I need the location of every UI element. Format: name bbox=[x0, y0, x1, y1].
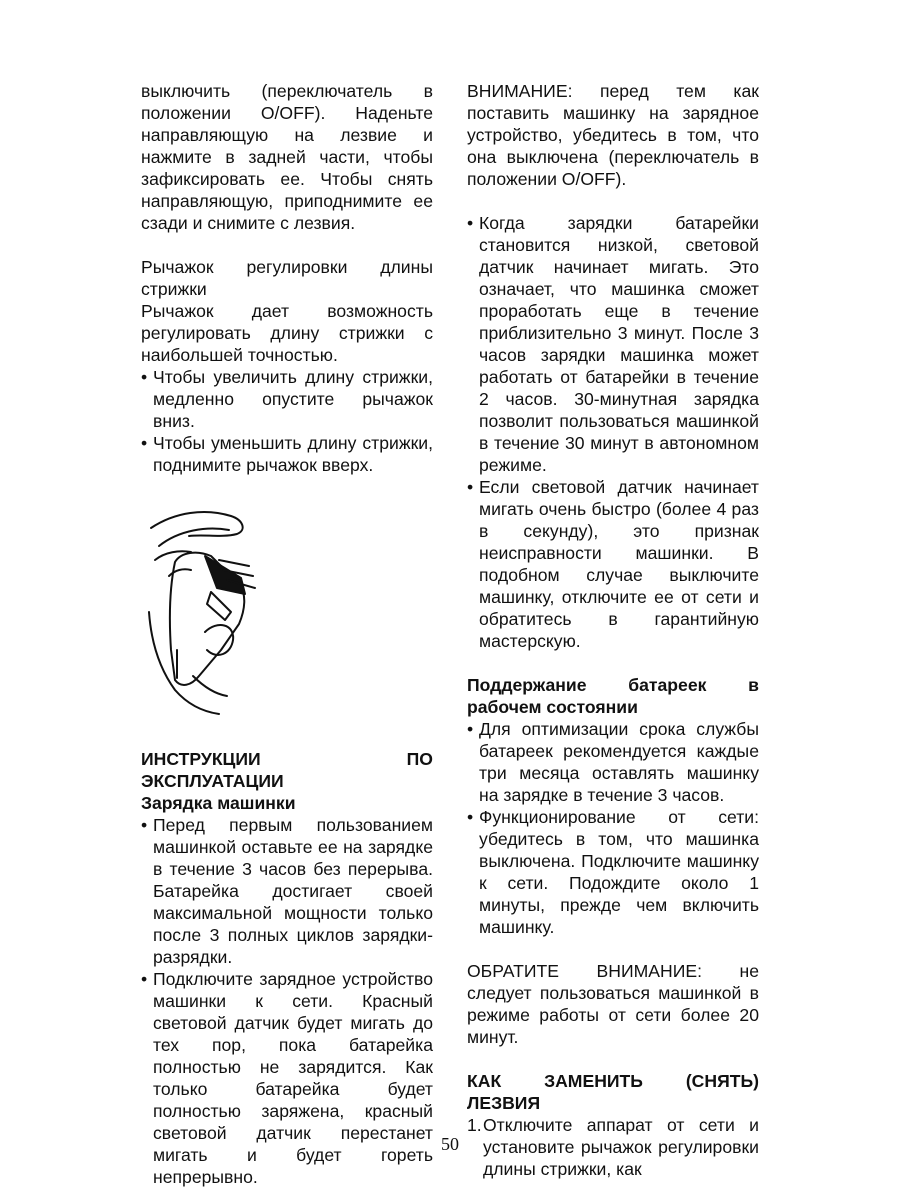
attention-paragraph: ВНИМАНИЕ: перед тем как поставить машинку на зарядное устройство, убедитесь в том, что она выключена (переключатель в положении O/OFF). bbox=[467, 81, 759, 189]
maintenance-bullet-list bbox=[467, 718, 759, 938]
list-item: • Для оптимизации срока службы батареек рекомендуется каждые три месяца оставлять машинку на зарядке в течение 3 часов. bbox=[467, 718, 759, 806]
left-column bbox=[141, 80, 433, 1188]
lever-description: Рычажок дает возможность регулировать длину стрижки с наибольшей точностью. bbox=[141, 301, 433, 365]
charging-heading: Зарядка машинки bbox=[141, 793, 296, 813]
list-item: • Чтобы уменьшить длину стрижки, поднимите рычажок вверх. bbox=[141, 432, 433, 476]
note-paragraph: ОБРАТИТЕ ВНИМАНИЕ: не следует пользоваться машинкой в режиме работы от сети более 20 минут. bbox=[467, 961, 759, 1047]
charging-bullet-list bbox=[141, 814, 433, 1188]
lever-title: Рычажок регулировки длины стрижки bbox=[141, 257, 433, 299]
maintenance-heading: Поддержание батареек в рабочем состоянии bbox=[467, 675, 759, 717]
intro-paragraph: выключить (переключатель в положении O/OFF). Наденьте направляющую на лезвие и нажмите в задней части, чтобы зафиксировать ее. Чтобы снять направляющую, приподнимите ее сзади и снимите с лезвия. bbox=[141, 81, 433, 233]
right-column bbox=[467, 80, 759, 1180]
instructions-heading: ИНСТРУКЦИИ ПО ЭКСПЛУАТАЦИИ bbox=[141, 749, 433, 791]
blade-heading: КАК ЗАМЕНИТЬ (СНЯТЬ) ЛЕЗВИЯ bbox=[467, 1071, 759, 1113]
list-item: • Подключите зарядное устройство машинки к сети. Красный световой датчик будет мигать до тех пор, пока батарейка полностью не зарядится. Как только батарейка будет полностью заряжена, красный световой датчик перестанет мигать и будет гореть непрерывно. bbox=[141, 968, 433, 1188]
list-item: • Когда зарядки батарейки становится низкой, световой датчик начинает мигать. Это означает, что машинка сможет проработать еще в течение приблизительно 3 минут. После 3 часов зарядки машинка может работать от батарейки в течение 2 часов. 30-минутная зарядка позволит пользоваться машинкой в течение 30 минут в автономном режиме. bbox=[467, 212, 759, 476]
list-item: • Перед первым пользованием машинкой оставьте ее на зарядке в течение 3 часов без перерыва. Батарейка достигает своей максимальной мощности только после 3 полных циклов зарядки-разрядки. bbox=[141, 814, 433, 968]
page-number: 50 bbox=[441, 1134, 459, 1154]
hand-adjusting-lever-illustration bbox=[145, 500, 265, 718]
step-text: Отключите аппарат от сети и установите рычажок регулировки длины стрижки, как bbox=[483, 1115, 759, 1179]
lever-bullet-list bbox=[141, 366, 433, 476]
list-item: • Функционирование от сети: убедитесь в том, что машинка выключена. Подключите машинку к сети. Подождите около 1 минуты, прежде чем включить машинку. bbox=[467, 806, 759, 938]
list-item: • Чтобы увеличить длину стрижки, медленно опустите рычажок вниз. bbox=[141, 366, 433, 432]
step-number: 1. bbox=[467, 1115, 482, 1135]
list-item: • Если световой датчик начинает мигать очень быстро (более 4 раз в секунду), это признак неисправности машинки. В подобном случае выключите машинку, отключите ее от сети и обратитесь в гарантийную мастерскую. bbox=[467, 476, 759, 652]
battery-bullet-list bbox=[467, 212, 759, 652]
